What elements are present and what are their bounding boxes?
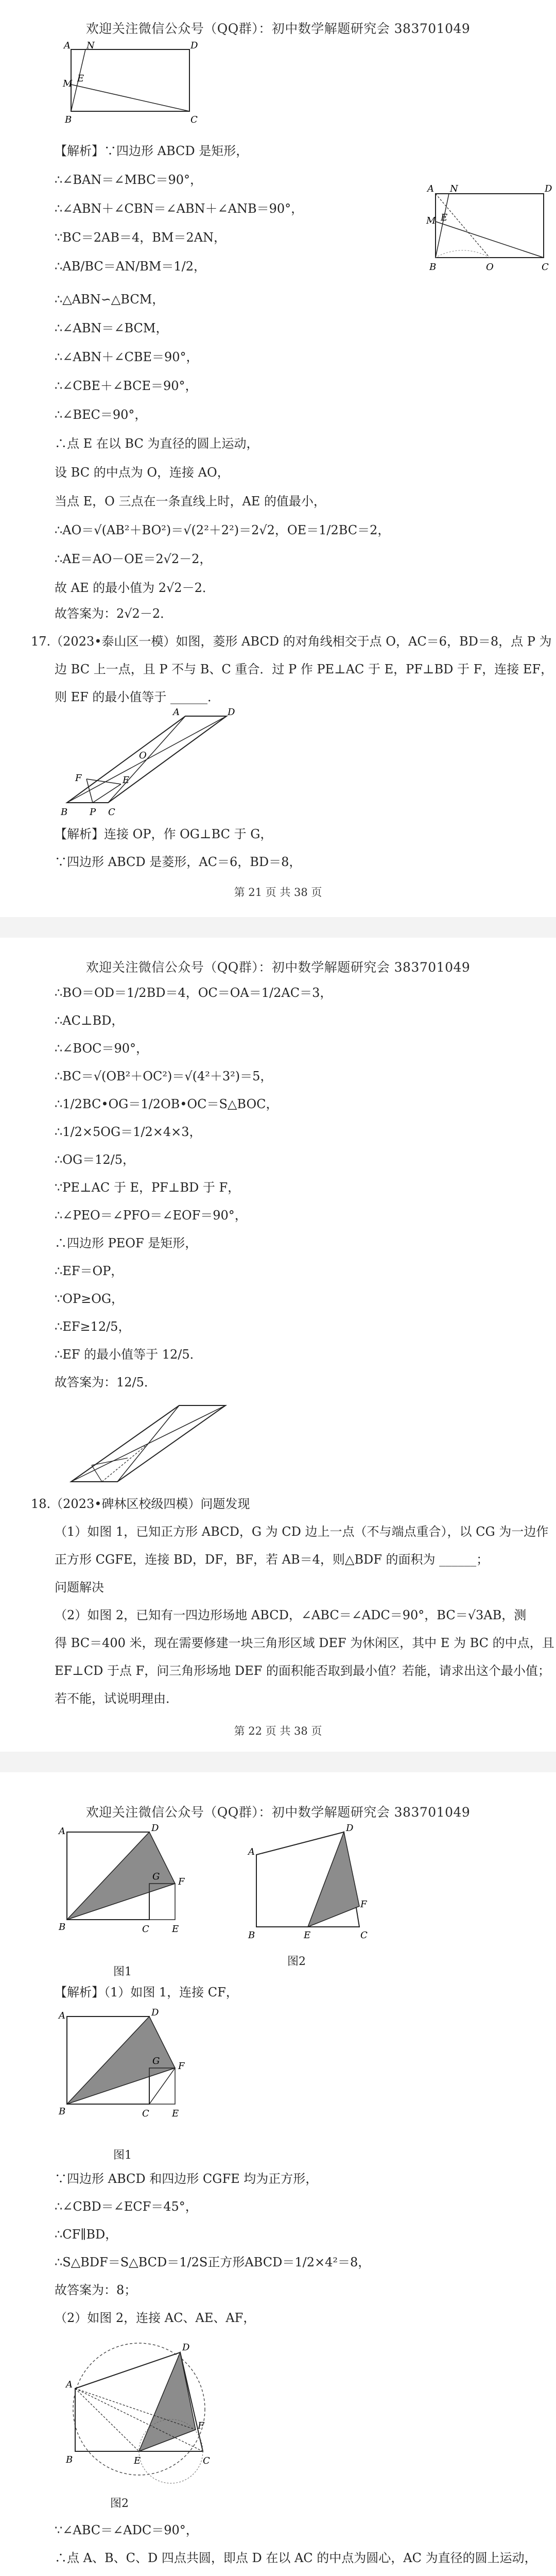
label-A-2: A: [427, 183, 434, 194]
label-O-2: O: [486, 262, 494, 273]
label-C: C: [190, 114, 198, 125]
label-C-5: C: [360, 1930, 368, 1941]
rectangle-figure-left: [56, 41, 200, 134]
text-line: ∵PE⊥AC 于 E，PF⊥BD 于 F，: [55, 1180, 240, 1195]
question-17-line: 17.（2023•泰山区一模）如图，菱形 ABCD 的对角线相交于点 O，AC＝6，BD＝8，点 P 为: [31, 634, 552, 649]
label-C-2: C: [542, 262, 549, 273]
text-line: ∴CF∥BD，: [55, 2227, 118, 2242]
text-line: 【解析】∵四边形 ABCD 是矩形，: [55, 144, 249, 158]
label-A-7: A: [66, 2379, 73, 2390]
text-line: 故 AE 的最小值为 2√2－2．: [55, 581, 215, 595]
text-line: ∵四边形 ABCD 和四边形 CGFE 均为正方形，: [55, 2172, 318, 2186]
page-header: 欢迎关注微信公众号（QQ群）：初中数学解题研究会 383701049: [85, 21, 471, 36]
label-D: D: [190, 40, 198, 51]
page-footer: 第 21 页 共 38 页: [234, 886, 322, 899]
figure-caption: 图2: [110, 2497, 129, 2510]
label-F-4: F: [178, 1876, 185, 1887]
question-17-line: 边 BC 上一点，且 P 不与 B、C 重合．过 P 作 PE⊥AC 于 E，PF⊥BD 于 F，连接 EF，: [55, 662, 553, 676]
label-E-2: E: [441, 212, 448, 223]
text-line: ∴OG＝12/5，: [55, 1153, 135, 1167]
label-M-2: M: [426, 215, 436, 226]
text-line: ∴1/2×5OG＝1/2×4×3，: [55, 1125, 202, 1139]
text-line: ∴BO＝OD＝1/2BD＝4，OC＝OA＝1/2AC＝3，: [55, 986, 333, 1000]
text-line: ∴∠BOC＝90°，: [55, 1041, 149, 1056]
label-A-6: A: [59, 2010, 65, 2021]
question-18-line: 若不能，试说明理由．: [55, 1691, 178, 1706]
text-line: ∴S△BDF＝S△BCD＝1/2S正方形ABCD＝1/2×4²＝8，: [55, 2255, 371, 2269]
label-B-5: B: [248, 1930, 255, 1941]
page-header: 欢迎关注微信公众号（QQ群）：初中数学解题研究会 383701049: [85, 960, 471, 975]
text-line: 故答案为：8；: [55, 2283, 137, 2297]
label-E-6: E: [172, 2108, 179, 2119]
label-N-2: N: [450, 183, 458, 194]
label-A-3: A: [173, 707, 180, 718]
question-18-line: EF⊥CD 于点 F，问三角形场地 DEF 的面积能否取到最小值？若能，请求出这个最小值；: [55, 1664, 550, 1678]
text-line: 当点 E，O 三点在一条直线上时，AE 的值最小，: [55, 494, 326, 509]
label-M: M: [63, 78, 73, 89]
label-D-2: D: [545, 183, 552, 194]
text-line: ∴∠BEC＝90°，: [55, 408, 147, 422]
label-E-4: E: [172, 1924, 179, 1935]
label-C-3: C: [108, 807, 115, 818]
label-E: E: [77, 73, 84, 84]
figure-caption: 图1: [113, 1965, 132, 1978]
label-B-7: B: [66, 2454, 73, 2465]
label-F-5: F: [360, 1899, 367, 1910]
label-G-4: G: [152, 1871, 160, 1882]
text-line: ∴AE＝AO－OE＝2√2－2，: [55, 552, 212, 566]
page-header: 欢迎关注微信公众号（QQ群）：初中数学解题研究会 383701049: [85, 1805, 471, 1820]
question-18-line: 18.（2023•碑林区校级四模）问题发现: [31, 1497, 250, 1511]
figure-caption: 图2: [287, 1955, 306, 1968]
label-B-2: B: [429, 262, 437, 273]
label-F-7: F: [198, 2420, 204, 2431]
text-line: ∴∠CBD＝∠ECF＝45°，: [55, 2199, 198, 2214]
label-C-6: C: [142, 2108, 149, 2119]
label-D-5: D: [346, 1823, 354, 1834]
text-line: ∴1/2BC•OG＝1/2OB•OC＝S△BOC，: [55, 1097, 279, 1111]
text-line: 故答案为：2√2－2．: [55, 606, 173, 621]
text-line: 【解析】连接 OP，作 OG⊥BC 于 G，: [55, 827, 273, 841]
figure-1-square-cf: [57, 2008, 221, 2132]
figure-2-quadrilateral: [246, 1824, 380, 1947]
question-17-line: 则 EF 的最小值等于 ______．: [55, 690, 220, 704]
label-F-6: F: [178, 2061, 185, 2072]
text-line: ∴AO＝√(AB²＋BO²)＝√(2²＋2²)＝2√2，OE＝1/2BC＝2，: [55, 523, 390, 537]
question-18-line: 得 BC＝400 米，现在需要修建一块三角形区域 DEF 为休闲区，其中 E 为 BC 的中点，且: [55, 1636, 554, 1650]
text-line: ∴∠ABN＋∠CBE＝90°，: [55, 350, 199, 364]
label-A-4: A: [59, 1826, 65, 1837]
figure-caption: 图1: [113, 2149, 132, 2162]
figure-2-circle: [57, 2332, 221, 2486]
label-B: B: [65, 114, 72, 125]
text-line: ∴AB/BC＝AN/BM＝1/2，: [55, 259, 206, 274]
text-line: ∴四边形 PEOF 是矩形，: [55, 1236, 198, 1250]
rhombus-figure: [57, 707, 242, 820]
label-P-3: P: [90, 807, 96, 818]
label-E-7: E: [134, 2455, 141, 2466]
text-line: ∴∠BAN＝∠MBC＝90°，: [55, 173, 203, 187]
question-18-line: （1）如图 1，已知正方形 ABCD，G 为 CD 边上一点（不与端点重合），以 CG 为一边作: [55, 1524, 549, 1539]
text-line: ∴EF＝OP，: [55, 1264, 124, 1278]
question-18-line: 正方形 CGFE，连接 BD，DF，BF，若 AB＝4，则△BDF 的面积为 ______；: [55, 1552, 489, 1567]
text-line: ∴AC⊥BD，: [55, 1013, 124, 1028]
rhombus-figure-2: [61, 1397, 236, 1490]
text-line: ∴∠ABN＋∠CBN＝∠ABN＋∠ANB＝90°，: [55, 201, 304, 216]
question-18-line: 问题解决: [55, 1580, 104, 1595]
text-line: （2）如图 2，连接 AC、AE、AF，: [55, 2311, 256, 2325]
label-D-3: D: [228, 707, 235, 718]
text-line: ∴EF≥12/5，: [55, 1319, 131, 1334]
text-line: ∴点 A、B、C、D 四点共圆，即点 D 在以 AC 的中点为圆心，AC 为直径的圆上运动，: [55, 2551, 537, 2565]
label-B-6: B: [59, 2106, 66, 2117]
page-separator: [0, 1752, 556, 1772]
text-line: ∴BC＝√(OB²＋OC²)＝√(4²＋3²)＝5，: [55, 1069, 273, 1083]
text-line: ∵∠ABC＝∠ADC＝90°，: [55, 2523, 198, 2537]
label-A-5: A: [248, 1846, 255, 1857]
question-18-line: （2）如图 2，已知有一四边形场地 ABCD，∠ABC＝∠ADC＝90°，BC＝√3AB，测: [55, 1608, 527, 1622]
text-line: ∵OP≥OG，: [55, 1292, 124, 1306]
label-E-5: E: [304, 1930, 311, 1941]
label-C-7: C: [203, 2455, 210, 2466]
label-F-3: F: [75, 773, 82, 784]
label-G-6: G: [152, 2056, 160, 2066]
text-line: ∴△ABN∽△BCM，: [55, 292, 165, 307]
label-C-4: C: [142, 1924, 149, 1935]
text-line: ∴EF 的最小值等于 12/5．: [55, 1347, 202, 1362]
label-D-7: D: [182, 2342, 190, 2353]
label-B-4: B: [59, 1922, 66, 1933]
text-line: ∴∠PEO＝∠PFO＝∠EOF＝90°，: [55, 1208, 247, 1223]
label-E-3: E: [123, 775, 130, 786]
label-A: A: [64, 40, 71, 51]
label-N: N: [86, 40, 95, 51]
label-O-3: O: [139, 750, 147, 761]
label-D-4: D: [151, 1823, 159, 1834]
text-line: ∵BC＝2AB＝4，BM＝2AN，: [55, 230, 227, 245]
page-separator: [0, 917, 556, 938]
text-line: 故答案为：12/5．: [55, 1375, 157, 1389]
figure-1-square: [57, 1824, 221, 1947]
text-line: ∴∠CBE＋∠BCE＝90°，: [55, 379, 198, 393]
text-line: 【解析】（1）如图 1，连接 CF，: [55, 1985, 238, 1999]
text-line: ∴∠ABN＝∠BCM，: [55, 321, 168, 335]
label-B-3: B: [61, 807, 68, 818]
page-footer: 第 22 页 共 38 页: [234, 1725, 322, 1737]
text-line: 设 BC 的中点为 O，连接 AO，: [55, 465, 230, 480]
text-line: ∵四边形 ABCD 是菱形，AC＝6，BD＝8，: [55, 855, 302, 869]
text-line: ∴点 E 在以 BC 为直径的圆上运动，: [55, 436, 259, 451]
label-D-6: D: [151, 2007, 159, 2018]
